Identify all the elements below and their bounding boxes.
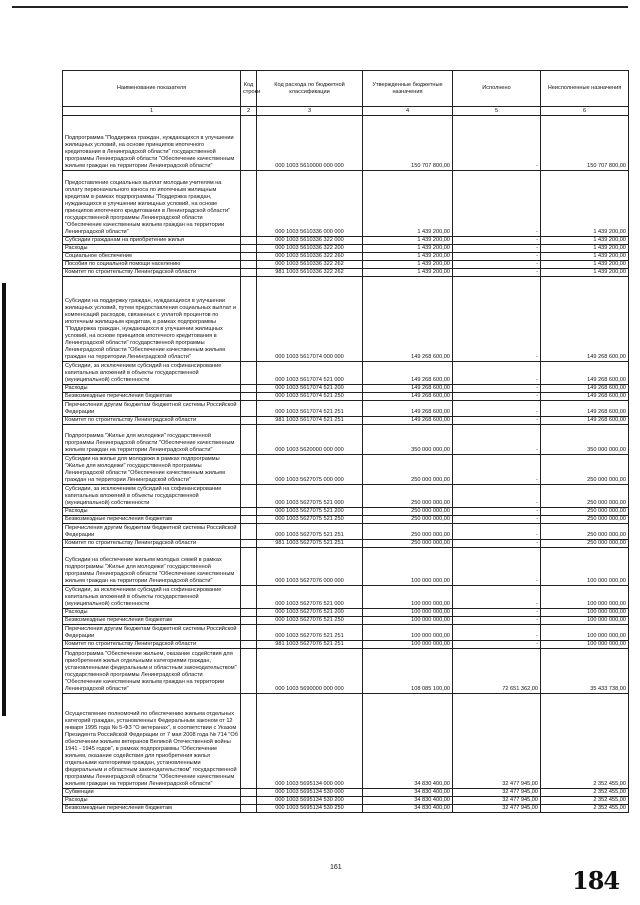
row-approved: 149 268 600,00 [363, 417, 453, 425]
row-budget-code: 000 1003 5695134 530 250 [257, 805, 363, 813]
left-margin-bar [2, 283, 6, 716]
row-approved: 250 000 000,00 [363, 540, 453, 548]
table-row [63, 237, 629, 245]
row-approved: 250 000 000,00 [363, 455, 453, 485]
row-approved: 100 000 000,00 [363, 609, 453, 617]
row-unexecuted: 1 439 200,00 [541, 245, 629, 253]
row-approved: 100 000 000,00 [363, 586, 453, 609]
row-budget-code: 000 1003 5695134 000 000 [257, 694, 363, 789]
row-name: Безвозмездные перечисления бюджетам [63, 805, 241, 813]
header-name: Наименование показателя [63, 71, 241, 107]
table-row [63, 417, 629, 425]
row-name: Подпрограмма "Жилье для молодежи" государственной программы Ленинградской области "Обеспечение качественным жильем граждан на территории Ленинградской области" [63, 425, 241, 455]
row-name: Субсидии на поддержку граждан, нуждающихся в улучшении жилищных условий, путем предоставления социальных выплат и компенсаций расходов, связанных с уплатой процентов по ипотечным жилищным кредитам, в рамках подпрограммы "Поддержка граждан, нуждающихся в улучшении жилищных условий, на основе принципов ипотечного кредитования в Ленинградской области" государственной программы Ленинградской области "Обеспечение качественным жильем граждан на территории Ленинградской области" [63, 277, 241, 362]
table-row [63, 524, 629, 540]
row-approved: 1 439 200,00 [363, 245, 453, 253]
row-line-code [241, 385, 257, 393]
row-budget-code: 000 1003 5610336 322 200 [257, 245, 363, 253]
column-number-row [63, 107, 629, 116]
table-row [63, 516, 629, 524]
row-approved: 149 268 600,00 [363, 385, 453, 393]
row-unexecuted: 100 000 000,00 [541, 586, 629, 609]
row-line-code [241, 609, 257, 617]
row-unexecuted: 149 268 600,00 [541, 417, 629, 425]
row-line-code [241, 625, 257, 641]
row-executed: - [453, 253, 541, 261]
column-number: 3 [257, 107, 363, 116]
column-number: 1 [63, 107, 241, 116]
row-budget-code: 000 1003 5627075 521 250 [257, 516, 363, 524]
row-budget-code: 000 1003 5617074 000 000 [257, 277, 363, 362]
row-executed: - [453, 625, 541, 641]
row-budget-code: 000 1003 5617074 521 250 [257, 393, 363, 401]
row-unexecuted: 100 000 000,00 [541, 617, 629, 625]
row-budget-code: 000 1003 5610336 000 000 [257, 171, 363, 237]
row-approved: 34 830 400,00 [363, 797, 453, 805]
row-name: Комитет по строительству Ленинградской области [63, 417, 241, 425]
table-row [63, 797, 629, 805]
table-row [63, 455, 629, 485]
row-approved: 100 000 000,00 [363, 617, 453, 625]
row-budget-code: 981 1003 5617074 521 251 [257, 417, 363, 425]
row-executed: - [453, 586, 541, 609]
row-unexecuted: 250 000 000,00 [541, 524, 629, 540]
row-budget-code: 981 1003 5627075 521 251 [257, 540, 363, 548]
row-name: Субсидии, за исключением субсидий на софинансирование капитальных вложений в объекты государственной (муниципальной) собственности [63, 586, 241, 609]
header-row [63, 71, 629, 107]
row-unexecuted: 1 439 200,00 [541, 171, 629, 237]
row-approved: 350 000 000,00 [363, 425, 453, 455]
row-unexecuted: 2 352 455,00 [541, 805, 629, 813]
row-executed: 32 477 945,00 [453, 797, 541, 805]
row-budget-code: 000 1003 5627076 521 250 [257, 617, 363, 625]
row-executed: - [453, 455, 541, 485]
row-executed: - [453, 516, 541, 524]
row-name: Расходы [63, 508, 241, 516]
row-name: Комитет по строительству Ленинградской области [63, 540, 241, 548]
row-line-code [241, 245, 257, 253]
row-executed: - [453, 508, 541, 516]
row-executed: - [453, 362, 541, 385]
row-approved: 149 268 600,00 [363, 393, 453, 401]
table-row [63, 116, 629, 171]
row-name: Субвенции [63, 789, 241, 797]
row-executed: - [453, 417, 541, 425]
row-line-code [241, 516, 257, 524]
row-unexecuted: 149 268 600,00 [541, 393, 629, 401]
row-executed: - [453, 425, 541, 455]
row-executed: - [453, 641, 541, 649]
row-budget-code: 000 1003 5610336 322 260 [257, 253, 363, 261]
header-line-code: Код строки [241, 71, 257, 107]
budget-report-sheet [62, 70, 628, 813]
table-row [63, 625, 629, 641]
row-executed: - [453, 609, 541, 617]
column-number: 5 [453, 107, 541, 116]
row-unexecuted: 1 439 200,00 [541, 253, 629, 261]
row-budget-code: 000 1003 5617074 521 000 [257, 362, 363, 385]
row-executed: 32 477 945,00 [453, 694, 541, 789]
budget-execution-table [62, 70, 629, 813]
row-unexecuted: 2 352 455,00 [541, 789, 629, 797]
row-executed: - [453, 237, 541, 245]
row-unexecuted: 2 352 455,00 [541, 797, 629, 805]
row-approved: 149 268 600,00 [363, 277, 453, 362]
row-name: Субсидии на жилье для молодежи в рамках подпрограммы "Жилье для молодежи" государственной программы Ленинградской области "Обеспечение качественным жильем граждан на территории Ленинградской области" [63, 455, 241, 485]
table-row [63, 805, 629, 813]
row-approved: 108 085 100,00 [363, 649, 453, 694]
row-approved: 100 000 000,00 [363, 548, 453, 586]
row-approved: 1 439 200,00 [363, 261, 453, 269]
row-unexecuted: 250 000 000,00 [541, 455, 629, 485]
row-unexecuted: 150 707 800,00 [541, 116, 629, 171]
row-name: Субсидии гражданам на приобретение жилья [63, 237, 241, 245]
row-budget-code: 000 1003 5627076 521 000 [257, 586, 363, 609]
row-executed: 32 477 945,00 [453, 789, 541, 797]
row-unexecuted: 100 000 000,00 [541, 641, 629, 649]
table-row [63, 425, 629, 455]
row-approved: 34 830 400,00 [363, 805, 453, 813]
header-unexecuted: Неисполненные назначения [541, 71, 629, 107]
row-executed: - [453, 617, 541, 625]
row-line-code [241, 548, 257, 586]
row-line-code [241, 455, 257, 485]
row-line-code [241, 540, 257, 548]
table-body [63, 116, 629, 813]
row-approved: 1 439 200,00 [363, 253, 453, 261]
row-budget-code: 000 1003 5617074 521 251 [257, 401, 363, 417]
row-approved: 1 439 200,00 [363, 237, 453, 245]
row-line-code [241, 393, 257, 401]
row-budget-code: 000 1003 5620000 000 000 [257, 425, 363, 455]
row-unexecuted: 149 268 600,00 [541, 385, 629, 393]
row-line-code [241, 425, 257, 455]
row-name: Комитет по строительству Ленинградской области [63, 269, 241, 277]
header-approved: Утвержденные бюджетные назначения [363, 71, 453, 107]
table-row [63, 269, 629, 277]
row-budget-code: 000 1003 5610336 322 262 [257, 261, 363, 269]
table-row [63, 641, 629, 649]
column-number: 2 [241, 107, 257, 116]
row-executed: - [453, 269, 541, 277]
row-line-code [241, 797, 257, 805]
row-line-code [241, 116, 257, 171]
table-row [63, 508, 629, 516]
row-budget-code: 000 1003 5617074 521 200 [257, 385, 363, 393]
row-unexecuted: 100 000 000,00 [541, 548, 629, 586]
page-number-small: 161 [330, 864, 342, 871]
row-line-code [241, 362, 257, 385]
row-unexecuted: 250 000 000,00 [541, 485, 629, 508]
row-executed: - [453, 277, 541, 362]
row-approved: 150 707 800,00 [363, 116, 453, 171]
row-line-code [241, 171, 257, 237]
row-approved: 34 830 400,00 [363, 789, 453, 797]
top-border-line [12, 6, 628, 8]
row-executed: - [453, 385, 541, 393]
row-line-code [241, 237, 257, 245]
row-name: Безвозмездные перечисления бюджетам [63, 393, 241, 401]
header-executed: Исполнено [453, 71, 541, 107]
row-line-code [241, 269, 257, 277]
row-budget-code: 000 1003 5610000 000 000 [257, 116, 363, 171]
row-budget-code: 000 1003 5695134 530 000 [257, 789, 363, 797]
table-row [63, 171, 629, 237]
row-executed: 72 651 362,00 [453, 649, 541, 694]
row-approved: 1 439 200,00 [363, 269, 453, 277]
row-name: Расходы [63, 609, 241, 617]
table-row [63, 789, 629, 797]
row-executed: - [453, 261, 541, 269]
row-line-code [241, 617, 257, 625]
table-row [63, 609, 629, 617]
table-row [63, 649, 629, 694]
row-name: Перечисления другим бюджетам бюджетной системы Российской Федерации [63, 625, 241, 641]
row-unexecuted: 250 000 000,00 [541, 508, 629, 516]
row-budget-code: 000 1003 5627076 521 251 [257, 625, 363, 641]
row-line-code [241, 401, 257, 417]
row-line-code [241, 586, 257, 609]
row-name: Безвозмездные перечисления бюджетам [63, 516, 241, 524]
row-line-code [241, 253, 257, 261]
row-unexecuted: 250 000 000,00 [541, 516, 629, 524]
row-executed: - [453, 540, 541, 548]
table-row [63, 277, 629, 362]
page-number-stamp: 184 [572, 866, 620, 895]
row-name: Расходы [63, 797, 241, 805]
row-budget-code: 981 1003 5610336 322 262 [257, 269, 363, 277]
row-executed: - [453, 116, 541, 171]
row-approved: 149 268 600,00 [363, 401, 453, 417]
row-line-code [241, 641, 257, 649]
row-executed: 32 477 945,00 [453, 805, 541, 813]
row-approved: 250 000 000,00 [363, 485, 453, 508]
table-row [63, 617, 629, 625]
table-row [63, 253, 629, 261]
row-line-code [241, 524, 257, 540]
row-name: Перечисления другим бюджетам бюджетной системы Российской Федерации [63, 401, 241, 417]
row-name: Предоставление социальных выплат молодым учителям на оплату первоначального взноса по ипотечным жилищным кредитам в рамках подпрограммы "Поддержка граждан, нуждающихся в улучшении жилищных условий, на основе принципов ипотечного кредитования в Ленинградской области" государственной программы Ленинградской области "Обеспечение качественным жильем граждан на территории Ленинградской области" [63, 171, 241, 237]
row-budget-code: 000 1003 5610336 322 000 [257, 237, 363, 245]
row-name: Субсидии, за исключением субсидий на софинансирование капитальных вложений в объекты государственной (муниципальной) собственности [63, 485, 241, 508]
table-row [63, 485, 629, 508]
row-executed: - [453, 401, 541, 417]
row-name: Субсидии на обеспечение жильем молодых семей в рамках подпрограммы "Жилье для молодежи" государственной программы Ленинградской области "Обеспечение качественным жильем граждан на территории Ленинградской области" [63, 548, 241, 586]
row-budget-code: 000 1003 5627076 521 200 [257, 609, 363, 617]
row-unexecuted: 149 268 600,00 [541, 362, 629, 385]
table-row [63, 362, 629, 385]
row-unexecuted: 250 000 000,00 [541, 540, 629, 548]
row-unexecuted: 100 000 000,00 [541, 625, 629, 641]
row-executed: - [453, 485, 541, 508]
table-row [63, 548, 629, 586]
header-budget-code: Код расхода по бюджетной классификации [257, 71, 363, 107]
row-line-code [241, 277, 257, 362]
row-budget-code: 981 1003 5627076 521 251 [257, 641, 363, 649]
row-line-code [241, 261, 257, 269]
row-budget-code: 000 1003 5627075 000 000 [257, 455, 363, 485]
column-number: 4 [363, 107, 453, 116]
column-number: 6 [541, 107, 629, 116]
row-executed: - [453, 548, 541, 586]
row-line-code [241, 694, 257, 789]
row-approved: 250 000 000,00 [363, 516, 453, 524]
table-row [63, 540, 629, 548]
table-row [63, 261, 629, 269]
row-name: Подпрограмма "Поддержка граждан, нуждающихся в улучшении жилищных условий, на основе принципов ипотечного кредитования в Ленинградской области" государственной программы Ленинградской области "Обеспечение качественным жильем граждан на территории Ленинградской области" [63, 116, 241, 171]
row-unexecuted: 1 439 200,00 [541, 269, 629, 277]
row-name: Осуществление полномочий по обеспечению жильем отдельных категорий граждан, установленных Федеральным законом от 12 января 1995 года № 5-ФЗ "О ветеранах", в соответствии с Указом Президента Российской Федерации от 7 мая 2008 года № 714 "Об обеспечении жильем ветеранов Великой Отечественной войны 1941 - 1945 годов", в рамках подпрограммы "Обеспечение жильем, оказание содействия для приобретения жилья отдельными категориями граждан, установленными федеральным и областным законодательством" государственной программы Ленинградской области "Обеспечение качественным жильем граждан на территории Ленинградской области" [63, 694, 241, 789]
row-approved: 100 000 000,00 [363, 625, 453, 641]
row-name: Безвозмездные перечисления бюджетам [63, 617, 241, 625]
row-unexecuted: 100 000 000,00 [541, 609, 629, 617]
row-budget-code: 000 1003 5627075 521 251 [257, 524, 363, 540]
row-budget-code: 000 1003 5627076 000 000 [257, 548, 363, 586]
row-name: Комитет по строительству Ленинградской области [63, 641, 241, 649]
row-unexecuted: 35 433 738,00 [541, 649, 629, 694]
row-name: Социальное обеспечение [63, 253, 241, 261]
row-line-code [241, 789, 257, 797]
row-name: Субсидии, за исключением субсидий на софинансирование капитальных вложений в объекты государственной (муниципальной) собственности [63, 362, 241, 385]
row-approved: 149 268 600,00 [363, 362, 453, 385]
row-unexecuted: 1 439 200,00 [541, 237, 629, 245]
row-budget-code: 000 1003 5627075 521 200 [257, 508, 363, 516]
table-row [63, 245, 629, 253]
row-name: Расходы [63, 245, 241, 253]
table-row [63, 401, 629, 417]
row-executed: - [453, 524, 541, 540]
row-approved: 1 439 200,00 [363, 171, 453, 237]
table-row [63, 694, 629, 789]
row-unexecuted: 149 268 600,00 [541, 277, 629, 362]
row-line-code [241, 649, 257, 694]
row-executed: - [453, 393, 541, 401]
row-unexecuted: 1 439 200,00 [541, 261, 629, 269]
row-name: Расходы [63, 385, 241, 393]
row-executed: - [453, 245, 541, 253]
row-budget-code: 000 1003 5695134 530 200 [257, 797, 363, 805]
row-name: Пособия по социальной помощи населению [63, 261, 241, 269]
row-line-code [241, 508, 257, 516]
row-approved: 100 000 000,00 [363, 641, 453, 649]
row-line-code [241, 485, 257, 508]
row-unexecuted: 149 268 600,00 [541, 401, 629, 417]
row-name: Подпрограмма "Обеспечение жильем, оказание содействия для приобретения жилья отдельными категориями граждан, установленными федеральным и областным законодательством" государственной программы Ленинградской области "Обеспечение качественным жильем граждан на территории Ленинградской области" [63, 649, 241, 694]
row-budget-code: 000 1003 5627075 521 000 [257, 485, 363, 508]
row-unexecuted: 350 000 000,00 [541, 425, 629, 455]
row-approved: 250 000 000,00 [363, 524, 453, 540]
row-line-code [241, 805, 257, 813]
row-name: Перечисления другим бюджетам бюджетной системы Российской Федерации [63, 524, 241, 540]
table-row [63, 393, 629, 401]
table-row [63, 586, 629, 609]
row-budget-code: 000 1003 5690000 000 000 [257, 649, 363, 694]
row-unexecuted: 2 352 455,00 [541, 694, 629, 789]
table-row [63, 385, 629, 393]
row-line-code [241, 417, 257, 425]
row-executed: - [453, 171, 541, 237]
row-approved: 250 000 000,00 [363, 508, 453, 516]
row-approved: 34 830 400,00 [363, 694, 453, 789]
